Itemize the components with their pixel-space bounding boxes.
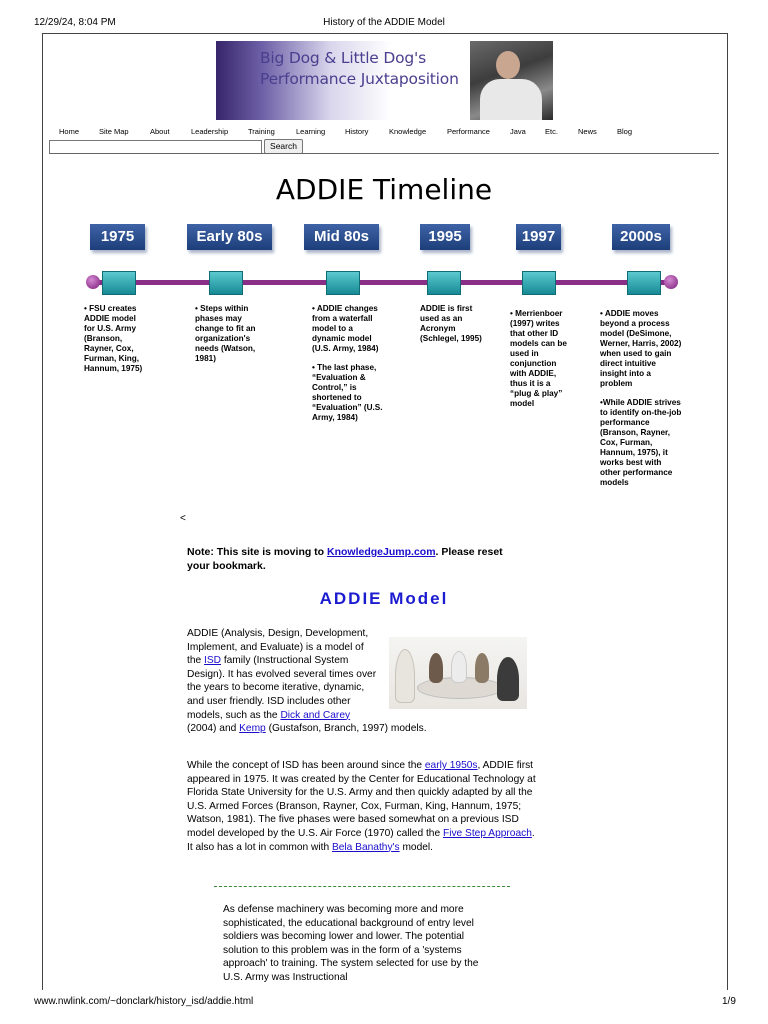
timeline-marker-1995 [427, 271, 461, 295]
isd-link[interactable]: ISD [204, 655, 221, 667]
note-suffix: . Please reset your bookmark. [187, 546, 503, 572]
timeline-desc-1997 [510, 309, 572, 418]
section-divider [214, 886, 510, 887]
timeline-desc-mid-80s [312, 304, 384, 432]
addie-model-heading: ADDIE Model [319, 589, 449, 608]
timeline-start-dot [86, 275, 100, 289]
nav-performance[interactable]: Performance [447, 127, 490, 136]
nav-history[interactable]: History [345, 127, 369, 136]
site-move-note [187, 546, 527, 573]
intro-text: family (Instructional System Design). It has evolved several times over the years to become iterative, dynamic, and user friendly. ISD includes other models, such as the [187, 655, 377, 721]
history-text: While the concept of ISD has been around since the [187, 760, 425, 771]
timeline-marker-2000s [627, 271, 661, 295]
search-input[interactable] [49, 140, 262, 154]
history-text: model. [399, 841, 434, 853]
timeline-desc-1995 [420, 304, 484, 353]
history-paragraph [187, 759, 537, 854]
intro-text: (2004) and [187, 723, 240, 735]
timeline-marker-1997 [522, 271, 556, 295]
nav-divider [49, 153, 719, 154]
year-box-1995: 1995 [420, 224, 470, 250]
nav-knowledge[interactable]: Knowledge [389, 127, 427, 136]
print-datetime: 12/29/24, 8:04 PM [34, 17, 116, 28]
timeline-desc-text: ADDIE is first used as an Acronym (Schlegel, 1995) [420, 304, 482, 343]
print-url: www.nwlink.com/~donclark/history_isd/addie.html [34, 996, 254, 1007]
bela-banathy-link[interactable]: Bela Banathy's [331, 841, 400, 853]
intro-text: ADDIE (Analysis, Design, Development, Implement, and Evaluate) is a model of the [187, 628, 369, 667]
timeline-marker-mid-80s [326, 271, 360, 295]
timeline-desc-1975 [84, 304, 148, 383]
nav-learning[interactable]: Learning [296, 127, 326, 136]
print-page-title: History of the ADDIE Model [323, 17, 445, 28]
timeline-desc-text: • ADDIE moves beyond a process model (DeSimone, Werner, Harris, 2002) when used to gain direct intuitive insight into a problem [600, 309, 682, 388]
timeline-marker-1975 [102, 271, 136, 295]
timeline-desc-text: • ADDIE changes from a waterfall model to a dynamic model (U.S. Army, 1984) [312, 304, 379, 353]
timeline-end-dot [664, 275, 678, 289]
stray-character: < [180, 513, 186, 524]
timeline-desc-text: • FSU creates ADDIE model for U.S. Army (Branson, Rayner, Cox, Furman, King, Hannum, 1975) [84, 304, 143, 373]
meeting-photo [389, 637, 527, 709]
five-step-approach-link[interactable]: Five Step Approach [442, 827, 532, 839]
timeline-desc-2000s [600, 309, 684, 497]
intro-text: (Gustafson, Branch, 1997) models. [265, 723, 427, 735]
timeline-title: ADDIE Timeline [275, 173, 493, 206]
author-photo [470, 41, 553, 120]
kemp-link[interactable]: Kemp [239, 723, 266, 735]
early-1950s-link[interactable]: early 1950s [424, 760, 478, 771]
knowledgejump-link[interactable]: KnowledgeJump.com [327, 546, 436, 558]
nav-java[interactable]: Java [510, 127, 526, 136]
timeline-line [92, 280, 676, 285]
nav-etc[interactable]: Etc. [545, 127, 558, 136]
timeline-desc-early-80s [195, 304, 267, 373]
nav-blog[interactable]: Blog [617, 127, 633, 136]
history-text: . It also has a lot in common with [187, 827, 535, 853]
timeline-desc-text: •While ADDIE strives to identify on-the-job performance (Branson, Rayner, Cox, Furman, Hannum, 1975), it works best with other performance models [600, 398, 682, 487]
year-box-1975: 1975 [90, 224, 145, 250]
banner-title-line1: Big Dog & Little Dog's [260, 49, 426, 67]
year-box-mid-80s: Mid 80s [304, 224, 379, 250]
history-text: , ADDIE first appeared in 1975. It was created by the Center for Educational Technology at Florida State University for the U.S. Army and then quickly adapted by all the U.S. Armed Forces (Branson, Rayner, Cox, Furman, King, Hannum, 1975; Watson, 1981). The five phases were based somewhat on a previous ISD model developed by the U.S. Air Force (1970) called the [187, 760, 536, 839]
note-prefix: Note: This site is moving to [187, 546, 328, 558]
quote-block: As defense machinery was becoming more and more sophisticated, the educational background of entry level soldiers was becoming lower and lower. The potential solution to this problem was in the form of a 'systems approach' to training. The system selected for use by the U.S. Army was Instructional [223, 904, 479, 983]
nav-home[interactable]: Home [59, 127, 80, 136]
year-box-2000s: 2000s [612, 224, 670, 250]
site-banner[interactable] [216, 41, 553, 120]
nav-site-map[interactable]: Site Map [99, 127, 129, 136]
timeline-desc-text: • Steps within phases may change to fit an organization's needs (Watson, 1981) [195, 304, 256, 363]
print-page-number: 1/9 [722, 996, 736, 1007]
nav-leadership[interactable]: Leadership [191, 127, 229, 136]
search-button[interactable]: Search [264, 139, 303, 154]
timeline-marker-early-80s [209, 271, 243, 295]
timeline-desc-text: • Merrienboer (1997) writes that other ID models can be used in conjunction with ADDIE, thus it is a “plug & play” model [510, 309, 567, 408]
intro-paragraph [187, 627, 527, 736]
nav-training[interactable]: Training [248, 127, 275, 136]
nav-news[interactable]: News [578, 127, 597, 136]
year-box-1997: 1997 [516, 224, 561, 250]
dick-and-carey-link[interactable]: Dick and Carey [280, 709, 351, 721]
nav-about[interactable]: About [150, 127, 170, 136]
banner-title-line2: Performance Juxtaposition [260, 70, 459, 88]
timeline-desc-text: • The last phase, “Evaluation & Control,” is shortened to “Evaluation” (U.S. Army, 1984) [312, 363, 383, 422]
year-box-early-80s: Early 80s [187, 224, 272, 250]
